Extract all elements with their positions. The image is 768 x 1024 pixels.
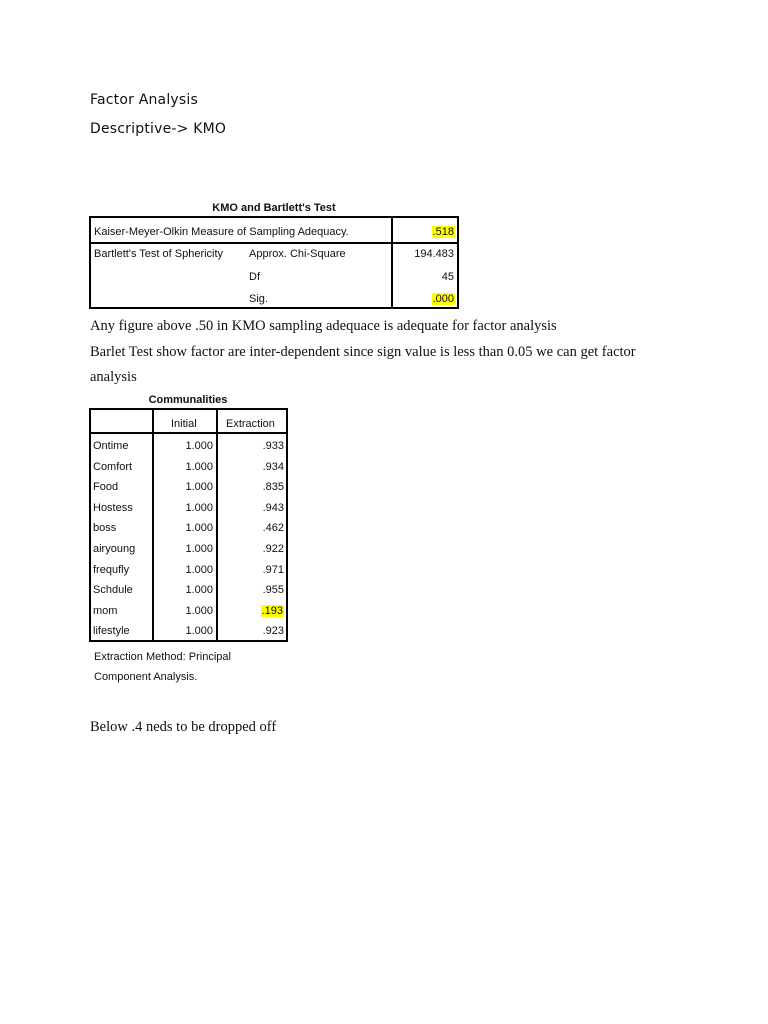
- communality-extraction: .934: [262, 461, 284, 473]
- communality-extraction: .933: [262, 440, 284, 452]
- bartlett-sig-value: .000: [432, 293, 454, 305]
- kmo-table-row-divider: [89, 242, 459, 244]
- kmo-row-label: Kaiser-Meyer-Olkin Measure of Sampling Adequacy.: [94, 226, 349, 238]
- communality-variable: Comfort: [93, 461, 133, 473]
- communality-extraction: .922: [262, 543, 284, 555]
- communality-extraction: .923: [262, 625, 284, 637]
- communality-variable: lifestyle: [93, 625, 130, 637]
- communality-variable: Hostess: [93, 502, 133, 514]
- communalities-footnote-line1: Extraction Method: Principal: [94, 651, 231, 663]
- communality-extraction: .971: [262, 564, 284, 576]
- bartlett-df-value: 45: [441, 271, 454, 283]
- communality-variable: Ontime: [93, 440, 129, 452]
- communality-variable: Food: [93, 481, 119, 493]
- col-header-initial: Initial: [171, 418, 197, 430]
- bartlett-note-line1: Barlet Test show factor are inter-dependent since sign value is less than 0.05 we can get factor: [90, 344, 636, 360]
- communalities-caption: Communalities: [148, 394, 228, 406]
- bartlett-df-label: Df: [249, 271, 260, 283]
- bartlett-row-label: Bartlett's Test of Sphericity: [94, 248, 224, 260]
- communality-variable: airyoung: [93, 543, 136, 555]
- communality-variable: frequfly: [93, 564, 130, 576]
- col-header-extraction: Extraction: [226, 418, 275, 430]
- communality-initial: 1.000: [185, 564, 213, 576]
- communality-initial: 1.000: [185, 605, 213, 617]
- communalities-header-divider: [89, 432, 288, 434]
- communality-extraction: .955: [262, 584, 284, 596]
- kmo-note: Any figure above .50 in KMO sampling adequace is adequate for factor analysis: [90, 318, 557, 334]
- communality-extraction: .193: [261, 605, 283, 617]
- communalities-col-divider-2: [216, 408, 218, 642]
- communality-variable: boss: [93, 522, 117, 534]
- communalities-col-divider-1: [152, 408, 154, 642]
- bartlett-note-line2: analysis: [90, 369, 137, 385]
- bartlett-sig-label: Sig.: [249, 293, 268, 305]
- kmo-table-caption: KMO and Bartlett's Test: [212, 202, 336, 214]
- communality-initial: 1.000: [185, 502, 213, 514]
- kmo-table-divider: [391, 216, 393, 309]
- communality-extraction: .835: [262, 481, 284, 493]
- communality-initial: 1.000: [185, 522, 213, 534]
- communality-initial: 1.000: [185, 440, 213, 452]
- kmo-row-value: .518: [432, 226, 454, 238]
- communality-initial: 1.000: [185, 625, 213, 637]
- bartlett-chi-square-value: 194.483: [414, 248, 454, 260]
- communality-variable: Schdule: [93, 584, 133, 596]
- communality-initial: 1.000: [185, 584, 213, 596]
- communality-variable: mom: [93, 605, 118, 617]
- communality-initial: 1.000: [185, 543, 213, 555]
- communality-extraction: .462: [262, 522, 284, 534]
- communality-initial: 1.000: [185, 461, 213, 473]
- bartlett-chi-square-label: Approx. Chi-Square: [249, 248, 346, 260]
- page-title: Factor Analysis: [90, 92, 198, 108]
- communalities-footnote-line2: Component Analysis.: [94, 671, 198, 683]
- communality-extraction: .943: [262, 502, 284, 514]
- page-subtitle: Descriptive-> KMO: [90, 121, 227, 137]
- drop-note: Below .4 neds to be dropped off: [90, 719, 277, 735]
- communality-initial: 1.000: [185, 481, 213, 493]
